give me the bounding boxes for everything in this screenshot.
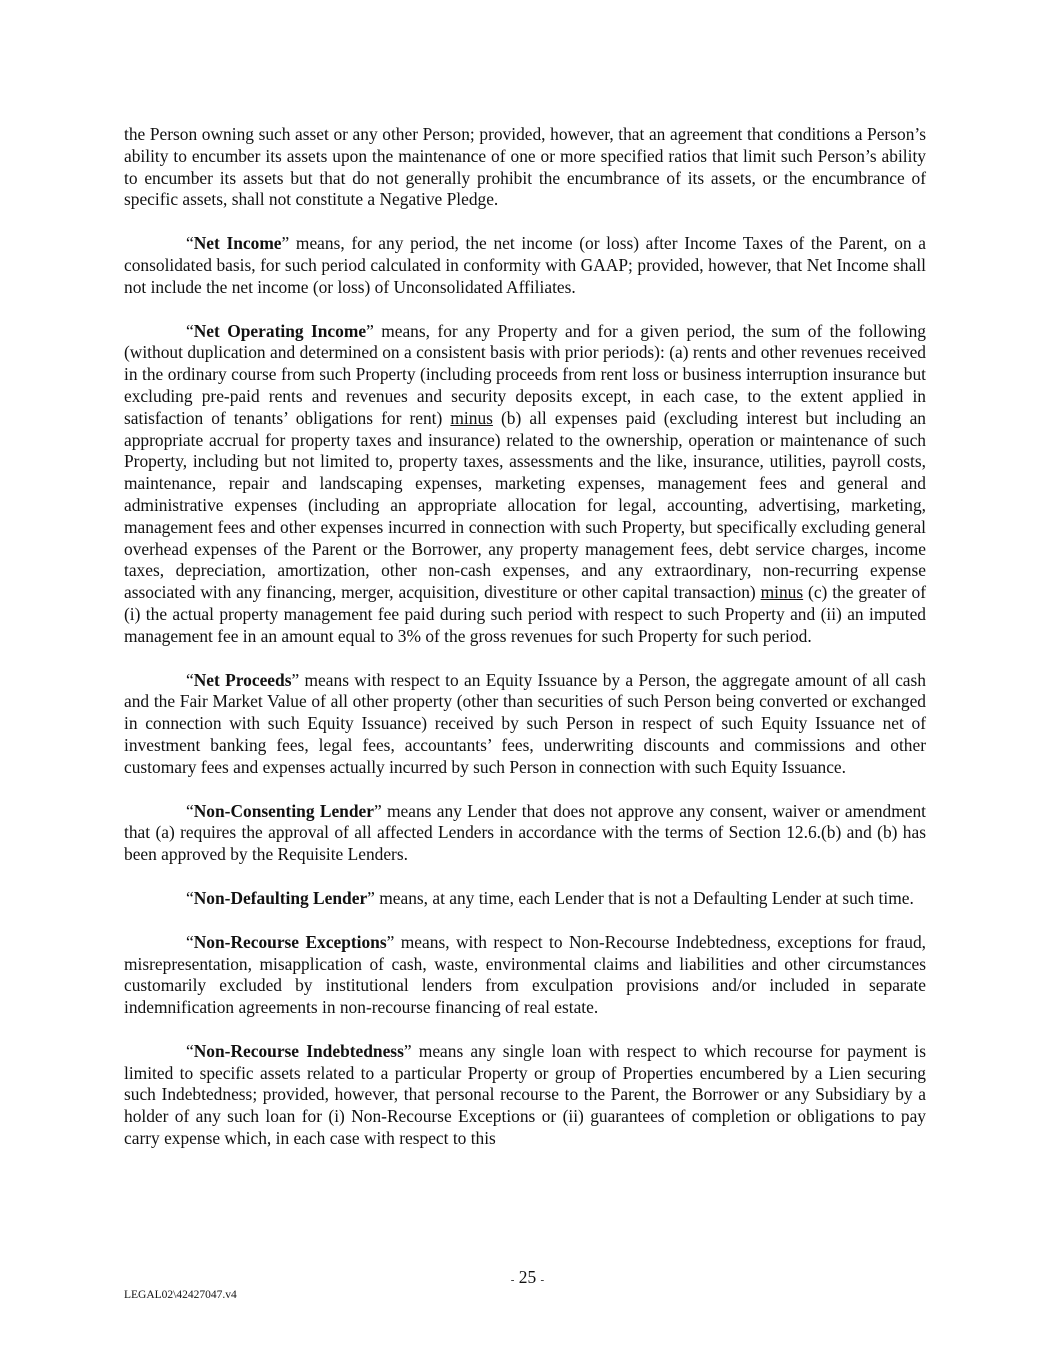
definition-non-recourse-exceptions [124, 932, 926, 1019]
page-number-suffix: - [540, 1274, 545, 1286]
open-quote: “ [186, 931, 194, 952]
segment: the Person owning such asset or any other Person; provided, however, that an agreement that conditions a Person’s ability to encumber its assets upon the maintenance of one or more specified ratios that limit such Person’s ability to encumber its assets but that do not generally prohibit the encumbrance of its assets, or the encumbrance of specific assets, shall not constitute a Negative Pledge. [124, 124, 926, 210]
open-quote: “ [186, 887, 194, 908]
definition-text: ” means any single loan with respect to which recourse for payment is limited to specific assets related to a particular Property or group of Properties encumbered by a Lien securing such Indebtedness; provided, however, that personal recourse to the Parent, the Borrower or any Subsidiary by a holder of any such loan for (i) Non-Recourse Exceptions or (ii) guarantees of completion or obligations to pay carry expense which, in each case with respect to this [124, 1040, 926, 1149]
defined-term: Net Proceeds [193, 669, 292, 690]
definition-text: ” means, at any time, each Lender that is not a Defaulting Lender at such time. [367, 887, 914, 908]
defined-term: Non-Recourse Exceptions [193, 931, 387, 952]
open-quote: “ [186, 233, 194, 254]
definition-net-proceeds [124, 670, 926, 779]
definition-net-operating-income [124, 321, 926, 648]
definition-text: ” means any Lender that does not approve any consent, waiver or amendment that (a) requires the approval of all affected Lenders in accordance with the terms of Section 12.6.(b) and (b) has been approved by the Requisite Lenders. [124, 800, 926, 865]
underlined-minus: minus [760, 582, 804, 603]
definition-net-income [124, 233, 926, 298]
definition-text: ” means, for any Property and for a given period, the sum of the following (without duplication and determined on a consistent basis with prior periods): (a) rents and other revenues received in the ordinary course from such Property (including proceeds from rent loss or business interruption insurance but excluding pre-paid rents and revenues and security deposits except, in each case, to the extent applied in satisfaction of tenants’ obligations for rent) [124, 320, 926, 428]
definition-non-consenting-lender [124, 801, 926, 866]
open-quote: “ [186, 800, 194, 821]
definition-non-recourse-indebtedness [124, 1041, 926, 1150]
page-number-value: 25 [518, 1267, 537, 1287]
definition-text: ” means, for any period, the net income (or loss) after Income Taxes of the Parent, on a consolidated basis, for such period calculated in conformity with GAAP; provided, however, that Net Income shall not include the net income (or loss) of Unconsolidated Affiliates. [124, 233, 926, 297]
defined-term: Non-Defaulting Lender [193, 887, 368, 908]
paragraph-negative-pledge-continuation [124, 124, 926, 211]
open-quote: “ [186, 1040, 194, 1061]
defined-term: Net Income [193, 233, 282, 254]
defined-term: Net Operating Income [193, 320, 367, 341]
defined-term: Non-Consenting Lender [193, 800, 374, 821]
definition-text: (c) the greater of (i) the actual property management fee paid during such period with respect to such Property and (ii) an imputed management fee in an amount equal to 3% of the gross revenues for such Property for such period. [124, 582, 926, 646]
definition-text: (b) all expenses paid (excluding interest but including an appropriate accrual for property taxes and insurance) related to the ownership, operation or maintenance of such Property, including but not limited to, property taxes, assessments and the like, insurance, utilities, payroll costs, maintenance, repair and landscaping expenses, marketing expenses, management fees and general and administrative expenses (including an appropriate allocation for legal, accounting, advertising, marketing, management fees and other expenses incurred in connection with such Property, but specifically excluding general overhead expenses of the Parent or the Borrower, any property management fees, debt service charges, income taxes, depreciation, amortization, other non-cash expenses, and any extraordinary, non-recurring expense associated with any financing, merger, acquisition, divestiture or other capital transaction) [124, 407, 926, 603]
underlined-minus: minus [450, 407, 493, 428]
open-quote: “ [186, 320, 194, 341]
definition-non-defaulting-lender [124, 888, 926, 910]
page-number-prefix: - [510, 1274, 515, 1286]
document-id: LEGAL02\42427047.v4 [124, 1289, 237, 1301]
document-body [124, 124, 926, 1172]
defined-term: Non-Recourse Indebtedness [193, 1040, 404, 1061]
open-quote: “ [186, 669, 194, 690]
definition-text: ” means, with respect to Non-Recourse Indebtedness, exceptions for fraud, misrepresentation, misapplication of cash, waste, environmental claims and liabilities and other circumstances customarily excluded by institutional lenders from exculpation provisions and/or included in separate indemnification agreements in non-recourse financing of real estate. [124, 931, 926, 1018]
definition-text: ” means with respect to an Equity Issuance by a Person, the aggregate amount of all cash and the Fair Market Value of all other property (other than securities of such Person being converted or exchanged in connection with such Equity Issuance) received by such Person in respect of such Equity Issuance net of investment banking fees, legal fees, accountants’ fees, underwriting discounts and commissions and other customary fees and expenses actually incurred by such Person in connection with such Equity Issuance. [124, 669, 926, 777]
